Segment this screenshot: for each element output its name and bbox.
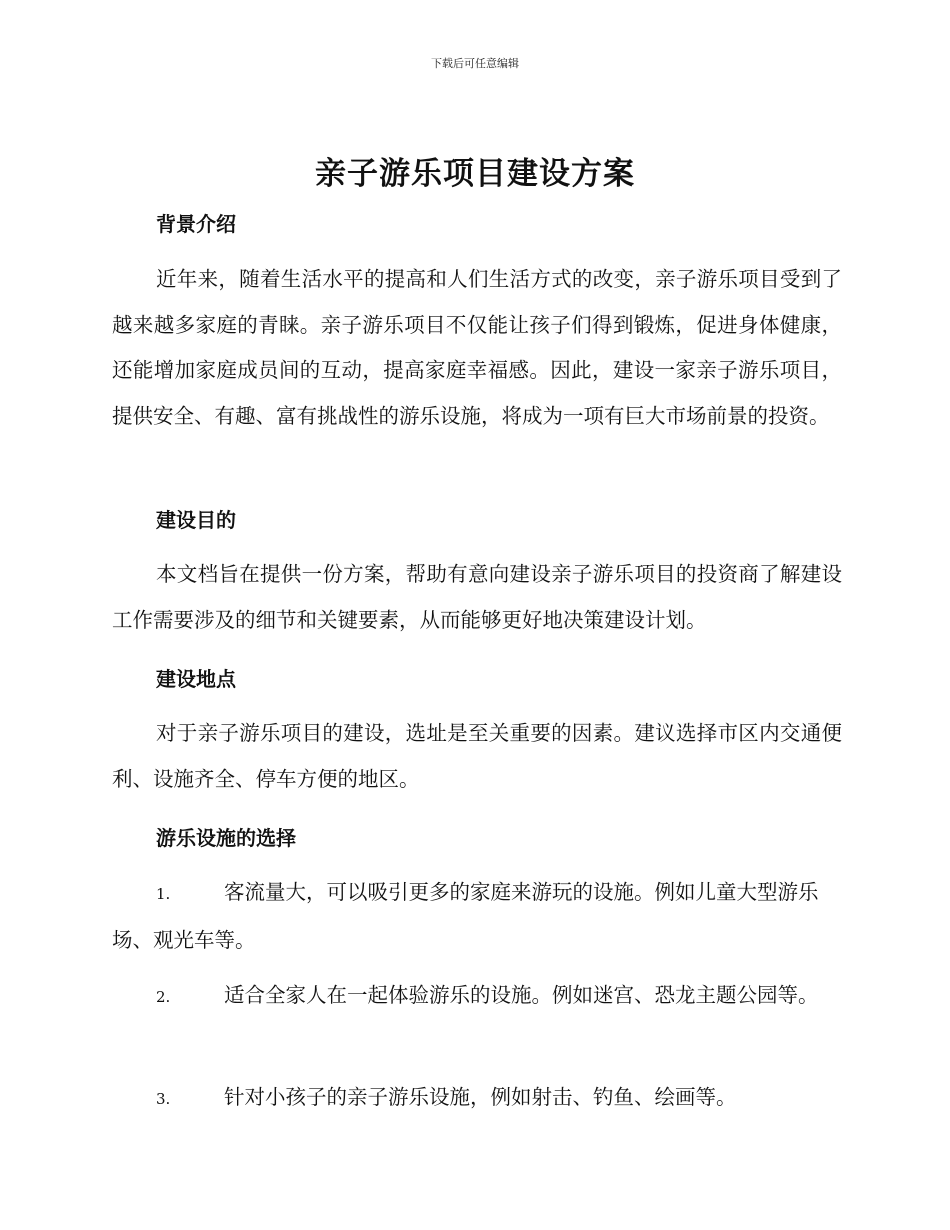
paragraph-background: 近年来，随着生活水平的提高和人们生活方式的改变，亲子游乐项目受到了越来越多家庭的青睐。亲子游乐项目不仅能让孩子们得到锻炼，促进身体健康，还能增加家庭成员间的互动，提高家庭幸福感。因此，建设一家亲子游乐项目，提供安全、有趣、富有挑战性的游乐设施，将成为一项有巨大市场前景的投资。 [112,267,842,428]
list-item [112,870,842,963]
list-item-text: 客流量大，可以吸引更多的家庭来游玩的设施。例如儿童大型游乐场、观光车等。 [112,880,819,952]
header-note: 下载后可任意编辑 [431,57,519,70]
paragraph-purpose: 本文档旨在提供一份方案，帮助有意向建设亲子游乐项目的投资商了解建设工作需要涉及的细节和关键要素，从而能够更好地决策建设计划。 [112,562,842,632]
document-title: 亲子游乐项目建设方案 [315,156,635,192]
list-item-text: 适合全家人在一起体验游乐的设施。例如迷宫、恐龙主题公园等。 [224,983,819,1007]
list-item-number: 1. [156,885,171,903]
list-item [112,973,842,1021]
list-item-number: 3. [156,1090,171,1108]
list-item [112,1075,842,1123]
list-item-text: 针对小孩子的亲子游乐设施，例如射击、钓鱼、绘画等。 [224,1085,737,1109]
list-item-number: 2. [156,988,171,1006]
paragraph-location: 对于亲子游乐项目的建设，选址是至关重要的因素。建议选择市区内交通便利、设施齐全、停车方便的地区。 [112,721,842,791]
heading-background: 背景介绍 [156,212,236,236]
heading-location: 建设地点 [156,667,236,691]
heading-purpose: 建设目的 [156,508,236,532]
heading-facilities: 游乐设施的选择 [156,826,296,850]
